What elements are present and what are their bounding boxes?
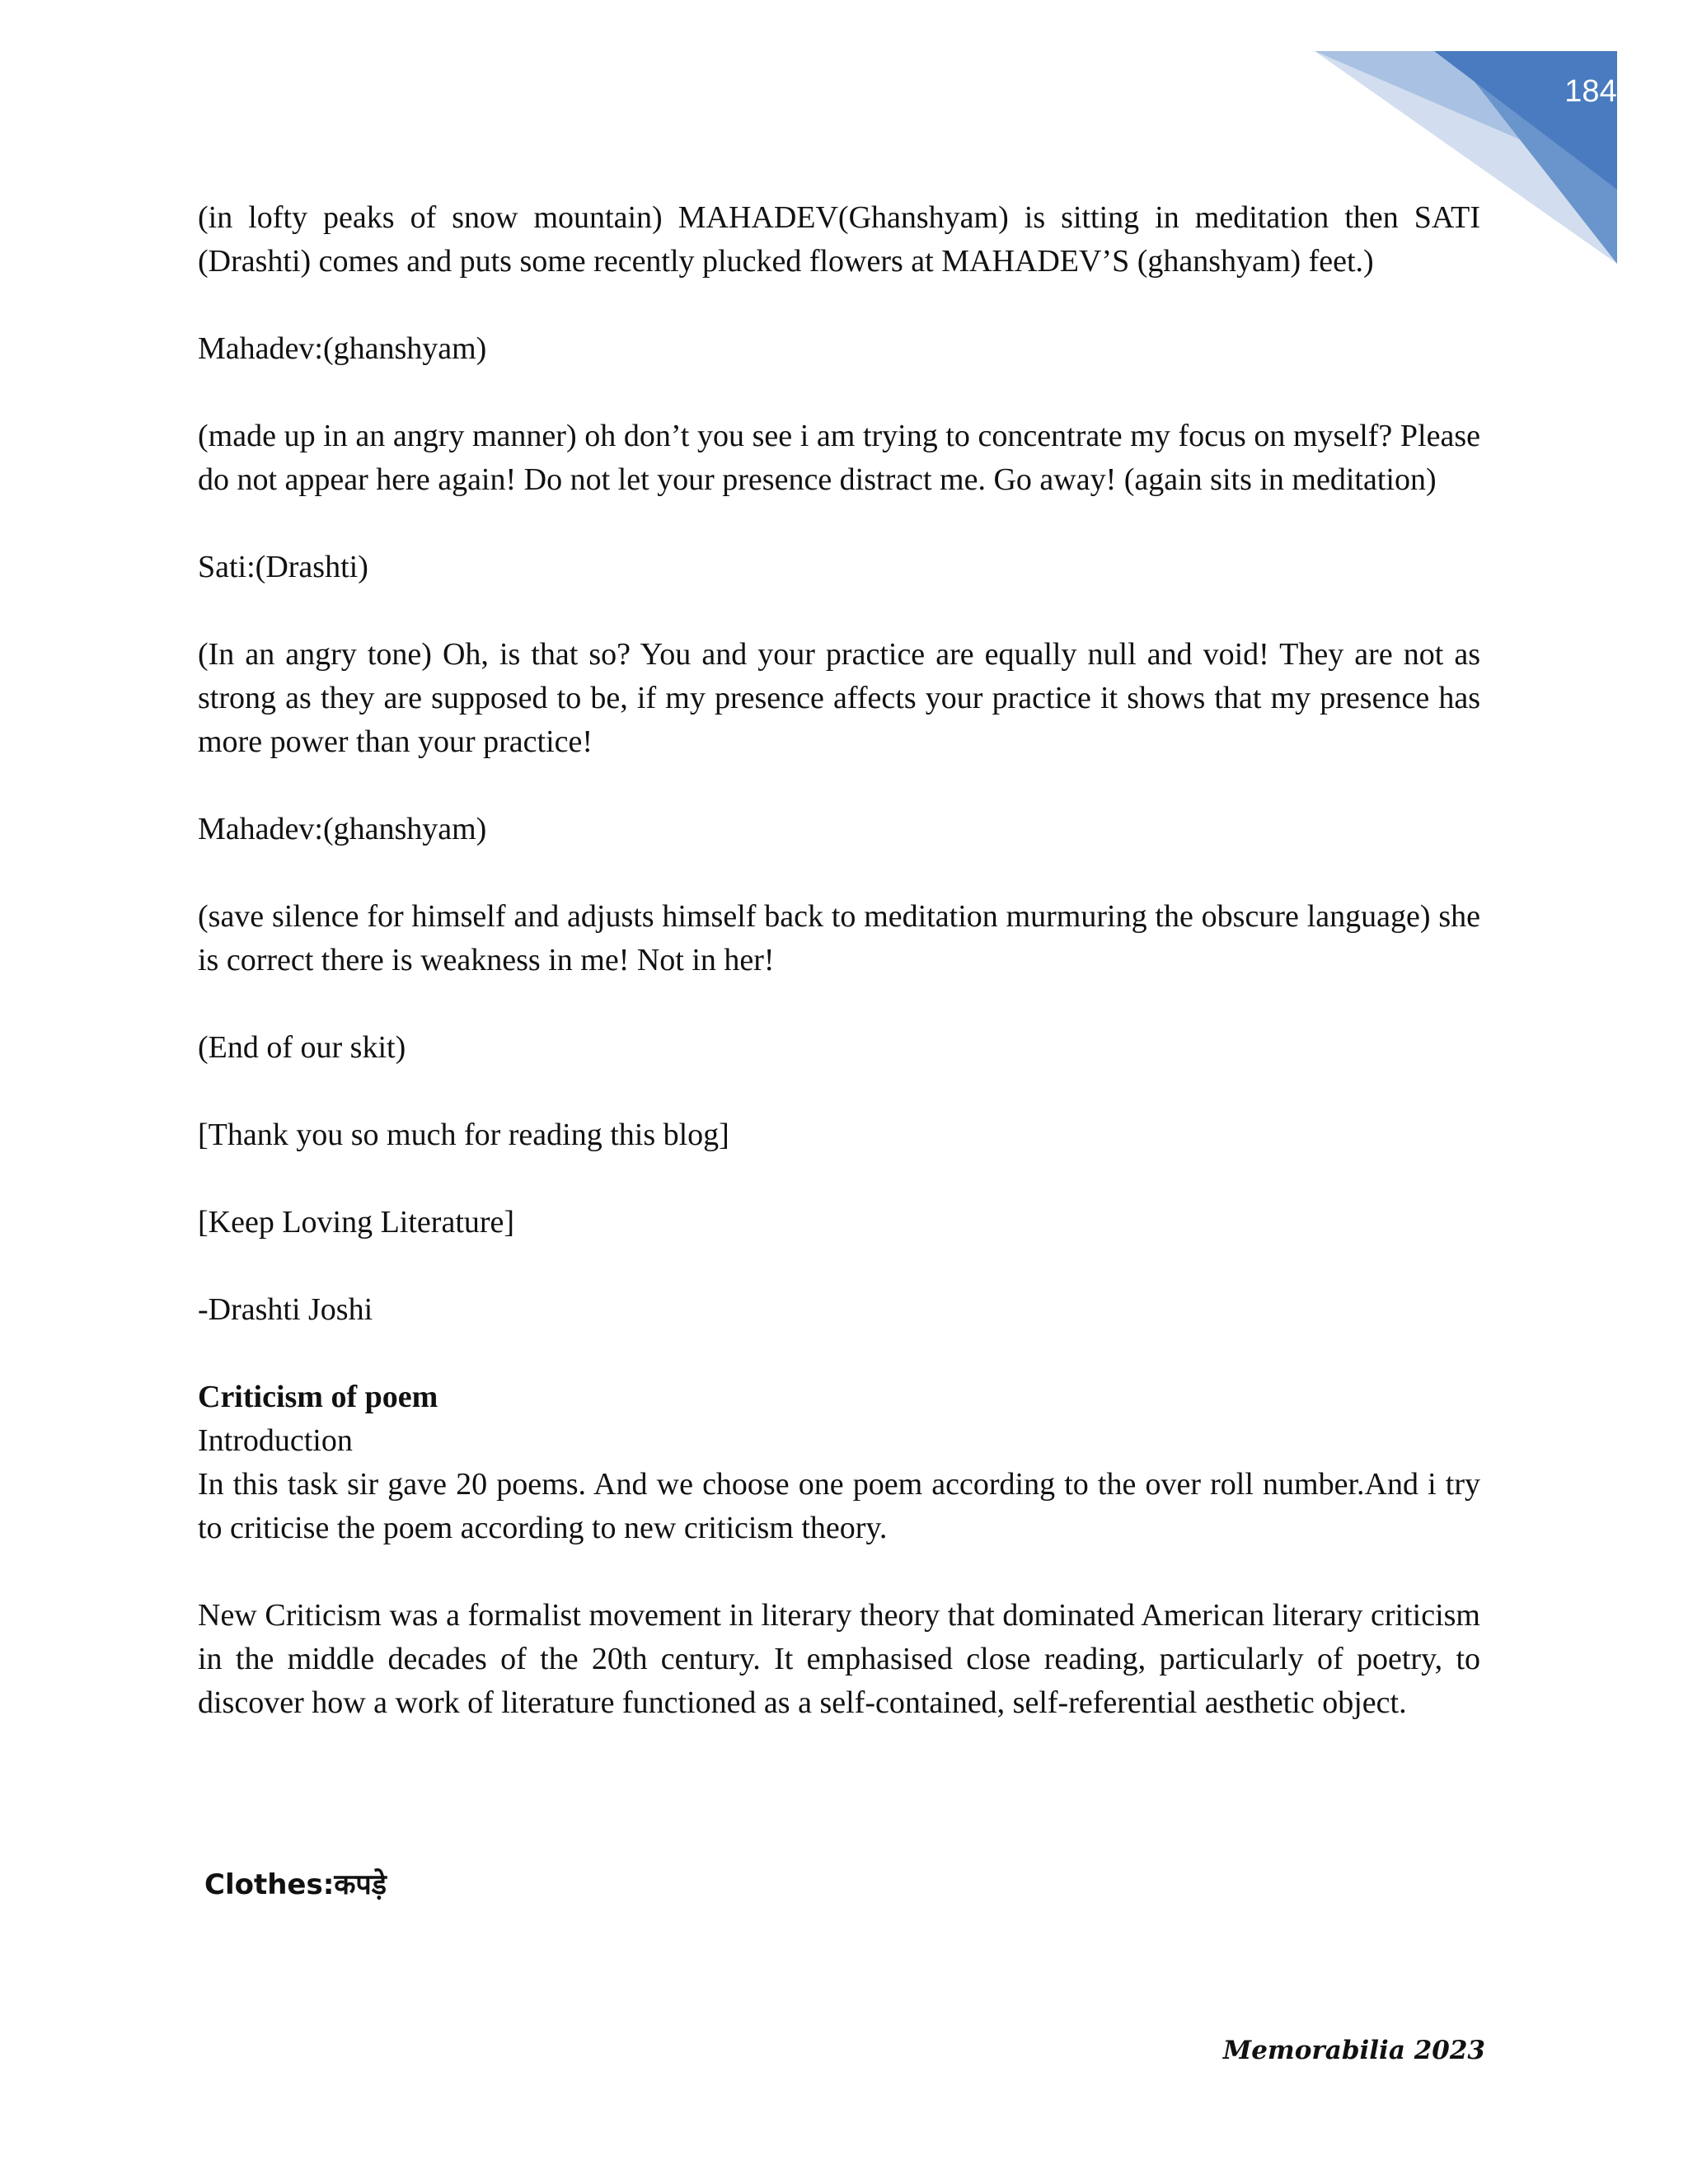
footer-title: Memorabilia 2023 <box>1222 2036 1485 2065</box>
speaker-sati: Sati:(Drashti) <box>198 550 368 584</box>
speaker-mahadev-2: Mahadev:(ghanshyam) <box>198 812 487 846</box>
paragraph-mahadev-2: (save silence for himself and adjusts himself back to meditation murmuring the obscure language) she is correct there is weakness in me! Not in her! <box>198 899 1480 977</box>
paragraph-scene: (in lofty peaks of snow mountain) MAHADEV(Ghanshyam) is sitting in meditation then SATI (Drashti) comes and puts some recently plucked flowers at MAHADEV’S (ghanshyam) feet.) <box>198 200 1480 279</box>
thanks-line: [Thank you so much for reading this blog] <box>198 1118 729 1152</box>
intro-text: In this task sir gave 20 poems. And we choose one poem according to the over roll number.And i try to criticise the poem according to new criticism theory. <box>198 1467 1480 1545</box>
keep-loving-line: [Keep Loving Literature] <box>198 1205 515 1240</box>
page-number: 184 <box>1564 74 1617 109</box>
clothes-heading: Clothes:कपड़े <box>204 1868 387 1901</box>
paragraph-sati: (In an angry tone) Oh, is that so? You and your practice are equally null and void! They are not as strong as they are supposed to be, if my presence affects your practice it shows that my presence has more power than your practice! <box>198 637 1480 759</box>
end-of-skit: (End of our skit) <box>198 1030 406 1065</box>
document-body <box>198 196 1480 1769</box>
intro-label: Introduction <box>198 1423 353 1458</box>
section-heading: Criticism of poem <box>198 1380 438 1414</box>
author-signature: -Drashti Joshi <box>198 1292 373 1327</box>
speaker-mahadev-1: Mahadev:(ghanshyam) <box>198 331 487 366</box>
paragraph-mahadev-1: (made up in an angry manner) oh don’t you see i am trying to concentrate my focus on myself? Please do not appear here again! Do not let your presence distract me. Go away! (again sits in meditation) <box>198 419 1480 497</box>
paragraph-new-criticism: New Criticism was a formalist movement in literary theory that dominated American literary criticism in the middle decades of the 20th century. It emphasised close reading, particularly of poetry, to discover how a work of literature functioned as a self-contained, self-referential aesthetic object. <box>198 1598 1480 1720</box>
